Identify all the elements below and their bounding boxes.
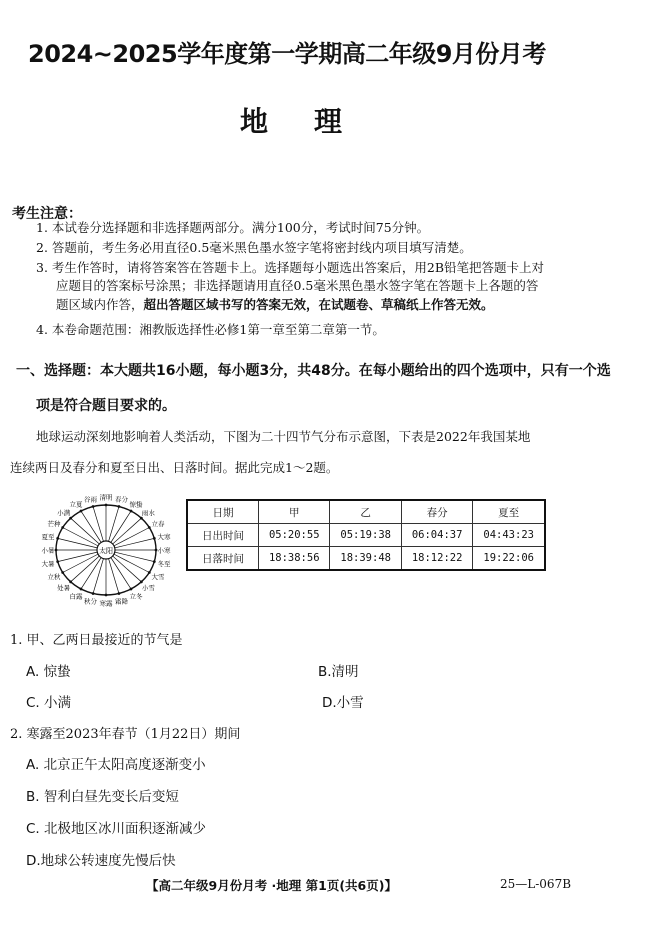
solar-term-label: 立夏 [69,500,83,509]
notice-item-3-cont: 应题目的答案标号涂黑；非选择题请用直径0.5毫米黑色墨水签字笔在答题卡上各题的答 [56,278,539,293]
solar-term-label: 小寒 [157,546,171,555]
section-heading-line2: 项是符合题目要求的。 [36,398,176,414]
solar-term-label: 春分 [115,495,129,504]
table-row-label: 日出时间 [187,524,259,547]
solar-term-label: 小暑 [41,546,55,555]
page-footer: 【高二年级9月份月考 ·地理 第1页(共6页)】 [146,878,397,893]
notice-item-3-end [56,296,494,314]
earth-position-dot [56,560,59,563]
earth-position-dot [61,571,64,574]
notice-item-1: 1. 本试卷分选择题和非选择题两部分。满分100分，考试时间75分钟。 [36,220,430,235]
solar-term-label: 芒种 [47,520,61,528]
earth-position-dot [130,510,133,513]
earth-position-dot [130,588,133,591]
subject-title: 地理 [240,105,389,138]
table-row [187,524,545,547]
q2-stem: 2. 寒露至2023年春节（1月22日）期间 [10,727,241,742]
earth-position-dot [80,510,83,513]
q1-option-b: B.清明 [318,664,359,680]
table-header-cell: 春分 [401,500,472,524]
earth-position-dot [55,549,58,552]
earth-position-dot [148,526,151,529]
solar-terms-diagram [40,490,172,614]
notice-item-3-tail: 题区域内作答， [56,297,144,312]
q1-option-c: C. 小满 [26,695,72,711]
table-header-cell: 乙 [330,500,401,524]
solar-term-label: 清明 [99,493,113,502]
solar-term-label: 大寒 [157,532,171,541]
q2-option-a: A. 北京正午太阳高度逐渐变小 [26,757,206,773]
notice-item-3: 3. 考生作答时，请将答案答在答题卡上。选择题每小题选出答案后，用2B铅笔把答题卡上对 [36,260,545,275]
earth-position-dot [148,571,151,574]
earth-position-dot [105,504,108,507]
earth-position-dot [69,580,72,583]
table-cell: 18:12:22 [401,547,472,571]
solar-term-label: 小雪 [141,583,155,592]
table-cell: 05:20:55 [259,524,330,547]
sun-label: 太阳 [99,547,113,555]
table-cell: 05:19:38 [330,524,401,547]
solar-term-label: 寒露 [99,599,113,608]
table-cell: 18:38:56 [259,547,330,571]
solar-term-label: 白露 [69,592,83,601]
solar-term-label: 大雪 [151,573,165,581]
table-header-cell: 夏至 [473,500,545,524]
table-header-cell: 日期 [187,500,259,524]
solar-term-label: 立冬 [129,592,143,601]
table-cell: 06:04:37 [401,524,472,547]
q1-option-a: A. 惊蛰 [26,664,71,680]
earth-position-dot [92,505,95,508]
q2-option-c: C. 北极地区冰川面积逐渐减少 [26,821,207,837]
table-cell: 19:22:06 [473,547,545,571]
earth-position-dot [80,588,83,591]
solar-term-label: 处暑 [57,583,71,592]
solar-term-label: 立秋 [47,573,61,581]
table-row-label: 日落时间 [187,547,259,571]
earth-position-dot [118,592,121,595]
solar-term-label: 雨水 [141,509,155,518]
notice-item-4: 4. 本卷命题范围：湘教版选择性必修1第一章至第二章第一节。 [36,322,385,337]
notice-heading: 考生注意： [12,206,82,222]
q2-option-b: B. 智利白昼先变长后变短 [26,789,179,805]
q1-option-d: D.小雪 [322,695,364,711]
solar-term-label: 秋分 [83,597,97,606]
table-header-row [187,500,545,524]
solar-term-label: 小满 [57,509,71,518]
solar-term-label: 霜降 [115,597,129,606]
solar-term-label: 冬至 [157,560,171,569]
notice-item-2: 2. 答题前，考生务必用直径0.5毫米黑色墨水签字笔将密封线内项目填写清楚。 [36,240,472,255]
earth-position-dot [140,517,143,520]
table-cell: 18:39:48 [330,547,401,571]
q1-stem: 1. 甲、乙两日最接近的节气是 [10,633,183,648]
solar-term-label: 大暑 [41,560,55,569]
exam-title: 2024~2025学年度第一学期高二年级9月份月考 [28,40,546,68]
notice-warning: 超出答题区域书写的答案无效，在试题卷、草稿纸上作答无效。 [143,297,494,312]
earth-position-dot [92,592,95,595]
table-header-cell: 甲 [259,500,330,524]
table-cell: 04:43:23 [473,524,545,547]
earth-position-dot [153,560,156,563]
section-heading-line1: 一、选择题：本大题共16小题，每小题3分，共48分。在每小题给出的四个选项中，只有一个选 [16,363,611,379]
intro-line1: 地球运动深刻地影响着人类活动，下图为二十四节气分布示意图，下表是2022年我国某地 [36,429,531,444]
earth-position-dot [105,594,108,597]
earth-position-dot [118,505,121,508]
solar-term-label: 惊蛰 [129,500,143,509]
solar-term-label: 谷雨 [83,495,97,504]
sun-times-table [186,499,546,571]
solar-term-label: 立春 [151,520,165,528]
earth-position-dot [69,517,72,520]
q2-option-d: D.地球公转速度先慢后快 [26,853,176,869]
earth-position-dot [61,526,64,529]
table-row [187,547,545,571]
solar-term-label: 夏至 [41,532,55,541]
earth-position-dot [56,537,59,540]
paper-code: 25—L-067B [500,877,572,891]
earth-position-dot [153,537,156,540]
earth-position-dot [140,580,143,583]
intro-line2: 连续两日及春分和夏至日出、日落时间。据此完成1～2题。 [10,460,339,475]
